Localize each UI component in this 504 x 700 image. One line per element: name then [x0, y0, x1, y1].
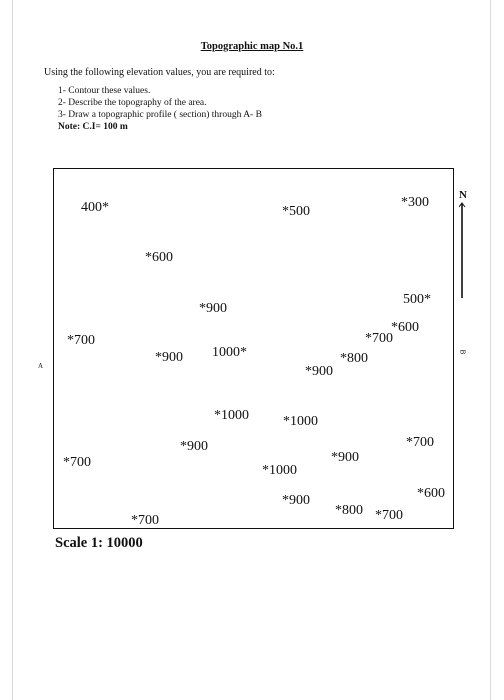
note-text: Note: C.I= 100 m — [58, 122, 128, 132]
scale-text: Scale 1: 10000 — [55, 535, 143, 551]
page-edge-right — [490, 0, 491, 700]
elevation-point: *1000 — [262, 463, 297, 478]
page-edge-left — [12, 0, 13, 700]
task-item: 2- Describe the topography of the area. — [58, 98, 207, 108]
elevation-point: *900 — [180, 439, 208, 454]
elevation-point: *800 — [340, 351, 368, 366]
elevation-point: *700 — [67, 333, 95, 348]
elevation-point: *1000 — [283, 414, 318, 429]
elevation-point: *300 — [401, 195, 429, 210]
elevation-point: *700 — [131, 513, 159, 528]
intro-text: Using the following elevation values, you are required to: — [44, 67, 275, 78]
elevation-point: *900 — [331, 450, 359, 465]
document-title: Topographic map No.1 — [200, 41, 304, 52]
north-label: N — [459, 189, 467, 201]
elevation-point: 500* — [403, 292, 431, 307]
elevation-point: 1000* — [212, 345, 247, 360]
task-item: 3- Draw a topographic profile ( section) through A- B — [58, 110, 262, 120]
north-arrow-icon — [459, 202, 469, 298]
elevation-point: *500 — [282, 204, 310, 219]
elevation-point: *900 — [155, 350, 183, 365]
elevation-point: *700 — [375, 508, 403, 523]
elevation-point: *600 — [145, 250, 173, 265]
elevation-point: *700 — [63, 455, 91, 470]
elevation-point: *600 — [417, 486, 445, 501]
elevation-point: 400* — [81, 200, 109, 215]
elevation-point: *700 — [365, 331, 393, 346]
section-label-b: B — [458, 349, 467, 355]
elevation-point: *900 — [305, 364, 333, 379]
elevation-point: *700 — [406, 435, 434, 450]
elevation-point: *1000 — [214, 408, 249, 423]
task-list — [58, 85, 262, 133]
map-frame — [53, 168, 454, 529]
elevation-point: *600 — [391, 320, 419, 335]
task-item: 1- Contour these values. — [58, 86, 151, 96]
elevation-point: *900 — [282, 493, 310, 508]
section-label-a: A — [38, 362, 44, 370]
north-indicator — [459, 189, 469, 299]
elevation-point: *800 — [335, 503, 363, 518]
elevation-point: *900 — [199, 301, 227, 316]
